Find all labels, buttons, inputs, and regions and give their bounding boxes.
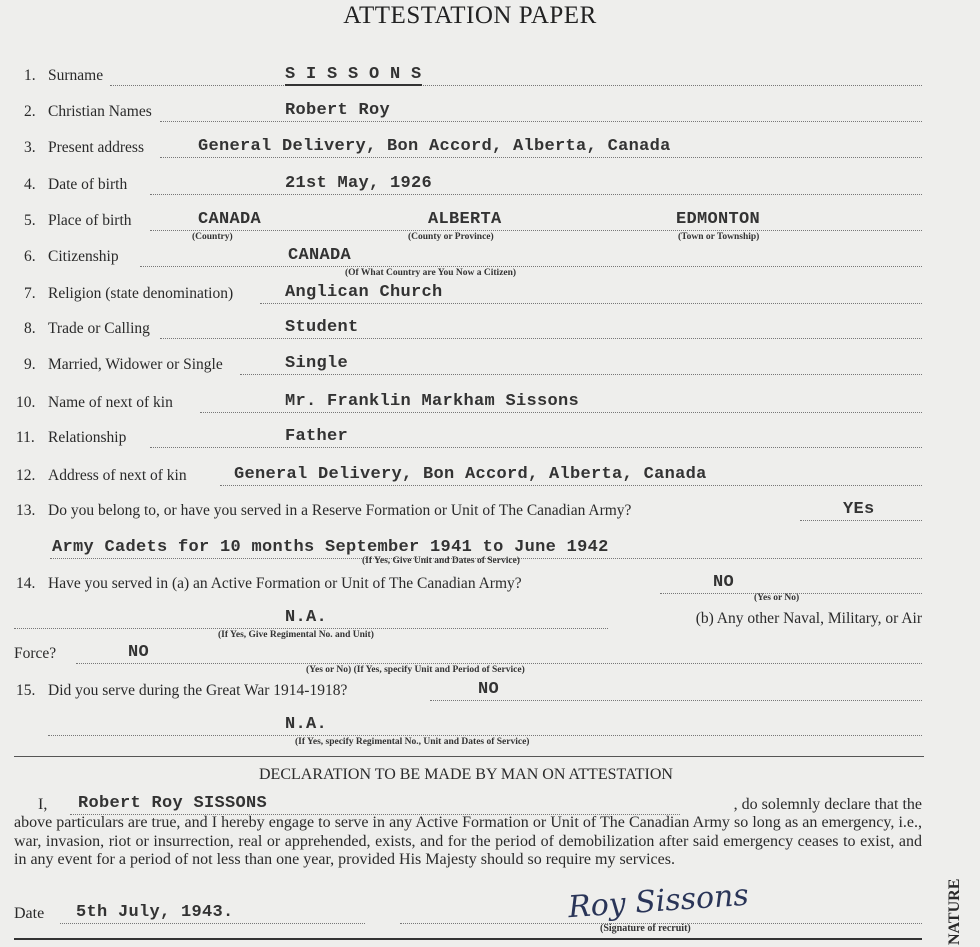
row-number: 5. <box>24 212 36 229</box>
birth-town-value: EDMONTON <box>676 210 761 229</box>
trade-label: Trade or Calling <box>48 320 150 337</box>
row-citizenship <box>0 246 922 278</box>
reserve-details-caption: (If Yes, Give Unit and Dates of Service) <box>362 556 520 566</box>
declaration-date: 5th July, 1943. <box>76 903 234 922</box>
present-address-label: Present address <box>48 139 144 156</box>
row-christian-names <box>0 103 922 129</box>
row-number: 9. <box>24 356 36 373</box>
marital-status-value: Single <box>285 354 349 373</box>
row-marital-status <box>0 356 922 382</box>
row-great-war <box>0 682 922 708</box>
row-date-of-birth <box>0 176 922 202</box>
christian-names-label: Christian Names <box>48 103 152 120</box>
religion-label: Religion (state denomination) <box>48 285 234 302</box>
christian-names-value: Robert Roy <box>285 101 391 120</box>
row-present-address <box>0 139 922 165</box>
row-number: 10. <box>16 394 36 411</box>
active-details-value: N.A. <box>285 608 328 627</box>
date-of-birth-value: 21st May, 1926 <box>285 174 433 193</box>
place-of-birth-label: Place of birth <box>48 212 132 229</box>
next-of-kin-value: Mr. Franklin Markham Sissons <box>285 392 580 411</box>
citizenship-caption: (Of What Country are You Now a Citizen) <box>345 268 517 278</box>
row-number: 4. <box>24 176 36 193</box>
declaration-prefix: I, <box>38 796 48 813</box>
row-number: 8. <box>24 320 36 337</box>
citizenship-label: Citizenship <box>48 248 119 265</box>
row-trade <box>0 320 922 346</box>
row-great-war-details <box>0 715 922 747</box>
row-next-of-kin-address <box>0 467 922 493</box>
next-of-kin-label: Name of next of kin <box>48 394 173 411</box>
side-margin-text: NATURE <box>946 878 963 945</box>
declarant-name: Robert Roy SISSONS <box>78 794 268 813</box>
trade-value: Student <box>285 318 359 337</box>
row-number: 1. <box>24 67 36 84</box>
other-service-caption: (Yes or No) (If Yes, specify Unit and Period of Service) <box>306 665 525 675</box>
date-label: Date <box>14 905 45 922</box>
town-caption: (Town or Township) <box>678 232 760 242</box>
date-of-birth-label: Date of birth <box>48 176 128 193</box>
row-number: 6. <box>24 248 36 265</box>
country-caption: (Country) <box>192 232 233 242</box>
great-war-details-caption: (If Yes, specify Regimental No., Unit and Dates of Service) <box>295 737 530 747</box>
recruit-signature: Roy Sissons <box>566 877 750 926</box>
row-next-of-kin <box>0 394 922 420</box>
row-reserve-service <box>0 502 922 528</box>
signature-caption: (Signature of recruit) <box>600 923 691 934</box>
active-service-label: Have you served in (a) an Active Formation or Unit of The Canadian Army? <box>48 575 522 592</box>
reserve-details-value: Army Cadets for 10 months September 1941 to June 1942 <box>52 538 609 557</box>
row-relationship <box>0 429 922 455</box>
row-reserve-details <box>0 540 922 566</box>
surname-label: Surname <box>48 67 104 84</box>
citizenship-value: CANADA <box>288 246 352 265</box>
row-religion <box>0 285 922 311</box>
relationship-label: Relationship <box>48 429 127 446</box>
active-service-value: NO <box>713 573 735 592</box>
row-active-service <box>0 575 922 601</box>
next-of-kin-address-value: General Delivery, Bon Accord, Alberta, Canada <box>234 465 707 484</box>
row-number: 15. <box>16 682 36 699</box>
great-war-label: Did you serve during the Great War 1914-1918? <box>48 682 348 699</box>
row-other-service <box>0 643 922 675</box>
reserve-service-value: YEs <box>843 500 875 519</box>
force-label: Force? <box>14 645 57 662</box>
declaration-body: above particulars are true, and I hereby engage to serve in any Active Formation or Unit of The Canadian Army so long as an emergency, i.e., war, invasion, riot or insurrection, real or apprehended, exists, and for the period of demobilization after said emergency ceases to exist, and in any event for a period of not less than one year, provided His Majesty should so require my services. <box>14 814 922 868</box>
province-caption: (County or Province) <box>408 232 494 242</box>
declaration-suffix: , do solemnly declare that the <box>733 796 922 813</box>
great-war-details-value: N.A. <box>285 715 328 734</box>
row-surname <box>0 67 922 93</box>
row-number: 2. <box>24 103 36 120</box>
present-address-value: General Delivery, Bon Accord, Alberta, Canada <box>198 137 671 156</box>
reserve-service-label: Do you belong to, or have you served in a Reserve Formation or Unit of The Canadian Army? <box>48 502 632 519</box>
row-number: 3. <box>24 139 36 156</box>
birth-province-value: ALBERTA <box>428 210 502 229</box>
surname-value: S I S S O N S <box>285 65 422 84</box>
row-place-of-birth <box>0 210 922 242</box>
yes-no-caption: (Yes or No) <box>754 593 800 603</box>
religion-value: Anglican Church <box>285 283 443 302</box>
birth-country-value: CANADA <box>198 210 262 229</box>
row-number: 7. <box>24 285 36 302</box>
marital-status-label: Married, Widower or Single <box>48 356 223 373</box>
row-number: 14. <box>16 575 36 592</box>
row-active-details <box>0 608 922 640</box>
row-number: 13. <box>16 502 36 519</box>
other-service-value: NO <box>128 643 150 662</box>
active-details-caption: (If Yes, Give Regimental No. and Unit) <box>218 630 374 640</box>
relationship-value: Father <box>285 427 349 446</box>
row-number: 12. <box>16 467 36 484</box>
declaration-heading: DECLARATION TO BE MADE BY MAN ON ATTESTATION <box>259 766 673 783</box>
next-of-kin-address-label: Address of next of kin <box>48 467 187 484</box>
great-war-value: NO <box>478 680 500 699</box>
other-service-label: (b) Any other Naval, Military, or Air <box>692 610 922 628</box>
date-signature-line <box>0 903 922 934</box>
row-number: 11. <box>16 429 35 446</box>
document-title: ATTESTATION PAPER <box>343 2 597 29</box>
